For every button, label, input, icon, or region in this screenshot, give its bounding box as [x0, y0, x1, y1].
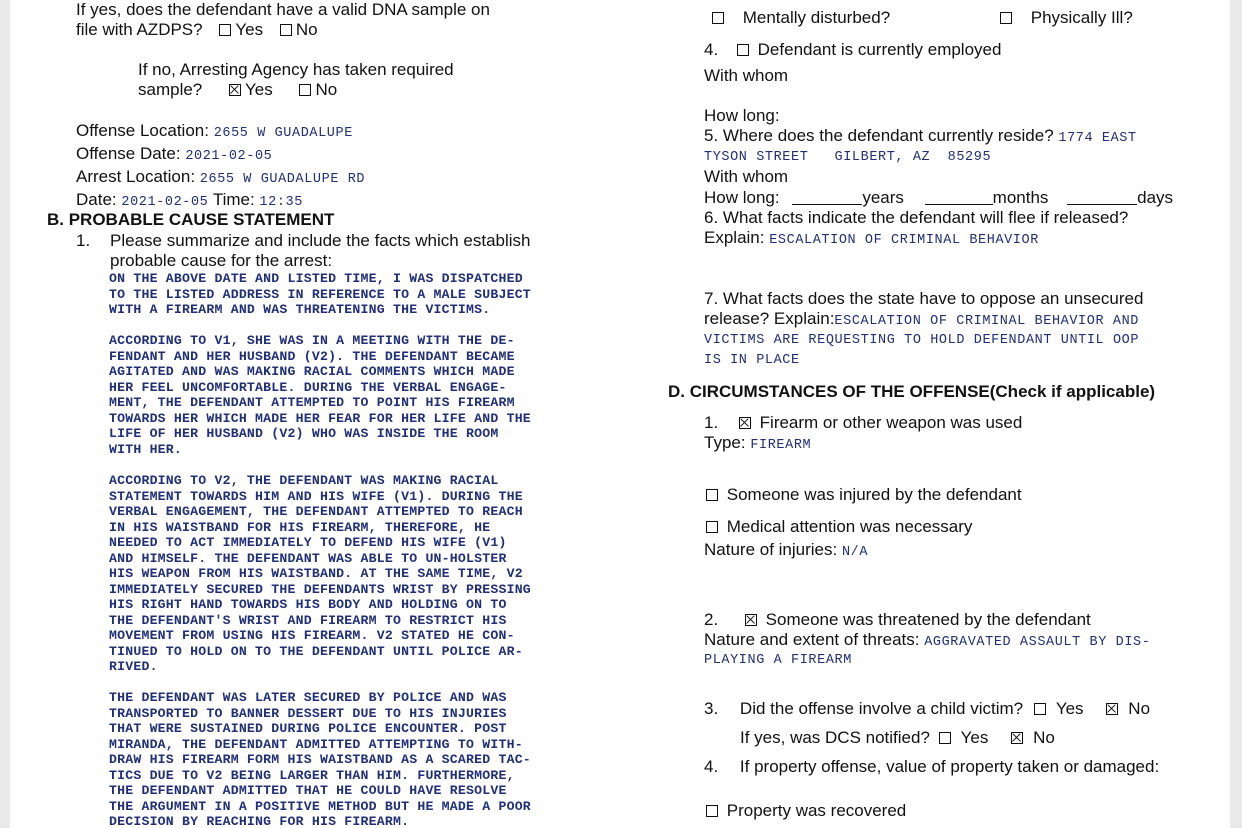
item7-value-line2: VICTIMS ARE REQUESTING TO HOLD DEFENDANT UNTIL OOP: [704, 333, 1140, 348]
property-recovered-checkbox[interactable]: [706, 805, 718, 817]
offense-location-row: [76, 121, 365, 144]
threats-row: [704, 630, 1150, 653]
item7-explain-row: [704, 309, 1139, 332]
time-value: 12:35: [259, 195, 303, 210]
dcs-no-label: No: [1033, 728, 1055, 747]
item6-explain-row: [704, 228, 1039, 251]
injured-row: [704, 485, 1022, 505]
d2-number: 2.: [704, 610, 719, 629]
item7-question: 7. What facts does the state have to oppose an unsecured: [704, 289, 1144, 308]
dcs-yes-label: Yes: [960, 728, 989, 747]
item7-explain-label: release? Explain:: [704, 309, 835, 328]
date-label: Date:: [76, 190, 117, 209]
child-victim-question: Did the offense involve a child victim?: [739, 699, 1024, 718]
weapon-type-value: FIREARM: [750, 438, 812, 453]
years-field[interactable]: [792, 190, 862, 205]
dna-question-line2: file with AZDPS?: [76, 20, 203, 39]
how-long-residence-label: How long:: [704, 188, 780, 207]
weapon-used-label: Firearm or other weapon was used: [759, 413, 1023, 432]
residence-value-line1: 1774 EAST: [1058, 131, 1137, 146]
d1-row: [704, 413, 1022, 433]
item1-question: [110, 231, 531, 271]
threatened-label: Someone was threatened by the defendant: [765, 610, 1091, 629]
physically-ill-row: [998, 8, 1133, 28]
arrest-location-value: 2655 W GUADALUPE RD: [199, 172, 366, 187]
agency-line2-row: [138, 80, 454, 100]
dna-no-label: No: [295, 20, 318, 39]
child-victim-no-checkbox[interactable]: [1106, 703, 1118, 715]
dna-question-line2-row: [76, 20, 490, 40]
days-field[interactable]: [1067, 190, 1137, 205]
nature-injuries-row: [704, 540, 868, 563]
section-b-heading: B. PROBABLE CAUSE STATEMENT: [47, 210, 335, 229]
child-victim-no-label: No: [1128, 699, 1151, 718]
threatened-checkbox[interactable]: [745, 614, 757, 626]
item4-number: 4.: [704, 40, 719, 59]
d3-number: 3.: [704, 699, 719, 718]
item7-value-line1: ESCALATION OF CRIMINAL BEHAVIOR AND: [834, 314, 1139, 329]
how-long-employed-label: How long:: [704, 106, 780, 125]
item1-line2: probable cause for the arrest:: [110, 251, 333, 270]
agency-sample-question: [138, 60, 454, 100]
mentally-disturbed-label: Mentally disturbed?: [742, 8, 891, 27]
weapon-used-checkbox[interactable]: [739, 417, 751, 429]
item6-question: 6. What facts indicate the defendant will flee if released?: [704, 208, 1129, 227]
with-whom-residence-label: With whom: [704, 167, 789, 186]
date-value: 2021-02-05: [121, 195, 209, 210]
how-long-residence-row: [704, 188, 1173, 208]
injured-checkbox[interactable]: [706, 489, 718, 501]
employed-label: Defendant is currently employed: [757, 40, 1002, 59]
employed-checkbox[interactable]: [737, 44, 749, 56]
medical-label: Medical attention was necessary: [726, 517, 973, 536]
section-d-heading: D. CIRCUMSTANCES OF THE OFFENSE(Check if applicable): [668, 382, 1156, 401]
d3-row: [704, 699, 1150, 719]
dcs-row: [740, 728, 1055, 748]
physically-ill-checkbox[interactable]: [1000, 12, 1012, 24]
child-victim-yes-checkbox[interactable]: [1034, 703, 1046, 715]
medical-row: [704, 517, 972, 537]
item6-explain-label: Explain:: [704, 228, 765, 247]
form-page: [10, 0, 1230, 828]
weapon-type-row: [704, 433, 811, 456]
offense-date-row: [76, 144, 365, 167]
agency-yes-checkbox[interactable]: [229, 84, 241, 96]
item5-question: 5. Where does the defendant currently reside?: [704, 126, 1054, 145]
time-label: Time:: [212, 190, 255, 209]
d4-row: [704, 757, 1159, 777]
mentally-disturbed-row: [710, 8, 890, 28]
arrest-location-row: [76, 167, 365, 190]
dna-no-checkbox[interactable]: [280, 24, 292, 36]
dna-yes-label: Yes: [235, 20, 264, 39]
threats-label: Nature and extent of threats:: [704, 630, 920, 649]
agency-yes-label: Yes: [245, 80, 273, 99]
years-label: years: [862, 188, 904, 207]
offense-date-value: 2021-02-05: [185, 149, 273, 164]
weapon-type-label: Type:: [704, 433, 746, 452]
d1-number: 1.: [704, 413, 719, 432]
nature-injuries-label: Nature of injuries:: [704, 540, 838, 559]
offense-location-value: 2655 W GUADALUPE: [213, 126, 353, 141]
dcs-question: If yes, was DCS notified?: [740, 728, 930, 747]
offense-location-label: Offense Location:: [76, 121, 209, 140]
residence-value-line2: TYSON STREET GILBERT, AZ 85295: [704, 150, 992, 165]
dcs-yes-checkbox[interactable]: [939, 732, 951, 744]
dna-question-line1: If yes, does the defendant have a valid DNA sample on: [76, 0, 490, 19]
nature-injuries-value: N/A: [841, 545, 869, 560]
threats-value-line1: AGGRAVATED ASSAULT BY DIS-: [924, 635, 1151, 650]
child-victim-yes-label: Yes: [1055, 699, 1084, 718]
medical-checkbox[interactable]: [706, 521, 718, 533]
injured-label: Someone was injured by the defendant: [726, 485, 1022, 504]
days-label: days: [1137, 188, 1174, 207]
property-value-question: If property offense, value of property taken or damaged:: [739, 757, 1160, 776]
months-field[interactable]: [925, 190, 993, 205]
physically-ill-label: Physically Ill?: [1030, 8, 1133, 27]
probable-cause-paragraph-1: ON THE ABOVE DATE AND LISTED TIME, I WAS DISPATCHED TO THE LISTED ADDRESS IN REFERENCE TO A MALE SUBJECT WITH A FIREARM AND WAS THREATENING THE VICTIMS.: [109, 271, 531, 317]
dna-question: [76, 0, 490, 40]
item1-number: 1.: [76, 231, 91, 250]
employed-row: [704, 40, 1001, 60]
arrest-location-label: Arrest Location:: [76, 167, 196, 186]
agency-no-label: No: [315, 80, 338, 99]
offense-date-label: Offense Date:: [76, 144, 181, 163]
probable-cause-paragraph-4: THE DEFENDANT WAS LATER SECURED BY POLICE AND WAS TRANSPORTED TO BANNER DESSERT DUE TO HIS INJURIES THAT WERE SUSTAINED DURING POLICE ENCOUNTER. POST MIRANDA, THE DEFENDANT ADMITTED ATTEMPTING TO WITH- DRAW HIS FIREARM FORM HIS WAISTBAND AS A SCARED TAC- TICS DUE TO V2 BEING LARGER THAN HIM. FURTHERMORE, THE DEFENDANT ADMITTED THAT HE COULD HAVE RESOLVE THE ARGUMENT IN A POSITIVE METHOD BUT HE MADE A POOR DECISION BY REACHING FOR HIS FIREARM.: [109, 690, 531, 828]
probable-cause-paragraph-3: ACCORDING TO V2, THE DEFENDANT WAS MAKING RACIAL STATEMENT TOWARDS HIM AND HIS WIFE (V1). DURING THE VERBAL ENGAGEMENT, THE DEFENDANT ATTEMPTED TO REACH IN HIS WAISTBAND FOR HIS FIREARM, THEREFORE, HE NEEDED TO ACT IMMEDIATELY TO DEFEND HIS WIFE (V1) AND HIMSELF. THE DEFENDANT WAS ABLE TO UN-HOLSTER HIS WEAPON FROM HIS WAISTBAND. AT THE SAME TIME, V2 IMMEDIATELY SECURED THE DEFENDANTS WRIST BY PRESSING HIS RIGHT HAND TOWARDS HIS BODY AND HOLDING ON TO THE DEFENDANT'S WRIST AND FIREARM TO RESTRICT HIS MOVEMENT FROM USING HIS FIREARM. V2 STATED HE CON- TINUED TO HOLD ON TO THE DEFENDANT UNTIL POLICE AR- RIVED.: [109, 473, 531, 674]
threats-value-line2: PLAYING A FIREARM: [704, 653, 852, 668]
property-recovered-row: [704, 801, 906, 821]
offense-details: [76, 121, 365, 213]
dna-yes-checkbox[interactable]: [219, 24, 231, 36]
agency-line2: sample?: [138, 80, 203, 99]
agency-no-checkbox[interactable]: [299, 84, 311, 96]
item1-line1: Please summarize and include the facts which establish: [110, 231, 531, 250]
agency-line1: If no, Arresting Agency has taken required: [138, 60, 454, 79]
months-label: months: [992, 188, 1049, 207]
residence-question: [704, 126, 1137, 149]
property-recovered-label: Property was recovered: [726, 801, 907, 820]
d2-row: [704, 610, 1091, 630]
item6-explain-value: ESCALATION OF CRIMINAL BEHAVIOR: [769, 233, 1039, 248]
d4-number: 4.: [704, 757, 719, 776]
with-whom-employer-label: With whom: [704, 66, 789, 85]
dcs-no-checkbox[interactable]: [1011, 732, 1023, 744]
mentally-disturbed-checkbox[interactable]: [712, 12, 724, 24]
item7-value-line3: IS IN PLACE: [704, 353, 800, 368]
probable-cause-paragraph-2: ACCORDING TO V1, SHE WAS IN A MEETING WITH THE DE- FENDANT AND HER HUSBAND (V2). THE DEFENDANT BECAME AGITATED AND WAS MAKING RACIAL COMMENTS WHICH MADE HER FEEL UNCOMFORTABLE. DURING THE VERBAL ENGAGE- MENT, THE DEFENDANT ATTEMPTED TO POINT HIS FIREARM TOWARDS HER WHICH MADE HER FEAR FOR HER LIFE AND THE LIFE OF HER HUSBAND (V2) WHO WAS INSIDE THE ROOM WITH HER.: [109, 333, 531, 457]
